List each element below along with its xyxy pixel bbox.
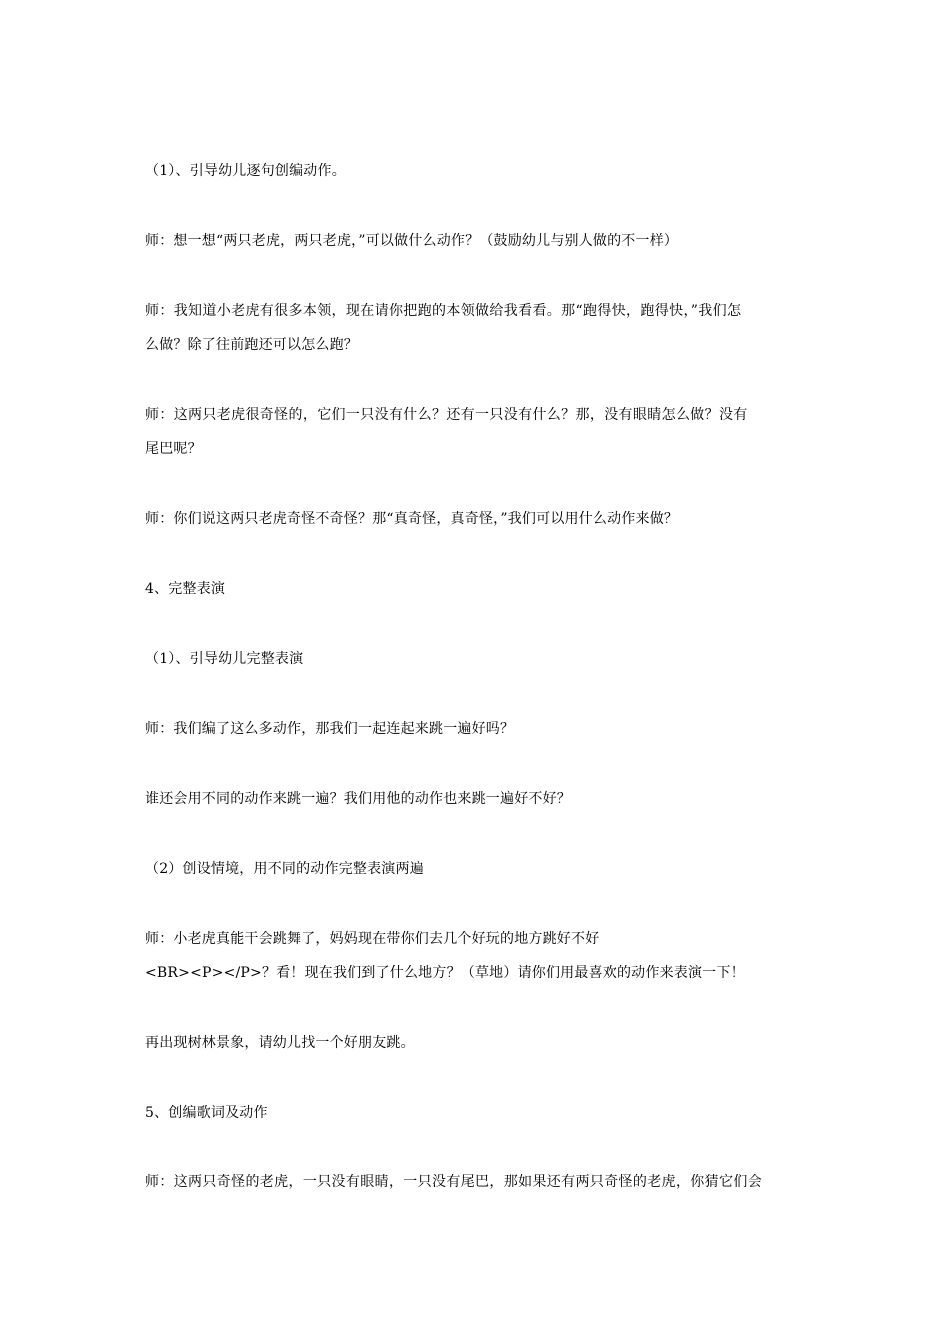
section-heading: 5、创编歌词及动作	[145, 1105, 268, 1121]
paragraph-line: 师：我们编了这么多动作，那我们一起连起来跳一遍好吗？	[145, 721, 515, 737]
paragraph-line: （1）、引导幼儿完整表演	[145, 651, 304, 667]
paragraph-line: 师：这两只老虎很奇怪的，它们一只没有什么？还有一只没有什么？那，没有眼睛怎么做？没有	[145, 407, 748, 423]
paragraph-line: 师：你们说这两只老虎奇怪不奇怪？那“真奇怪，真奇怪，”我们可以用什么动作来做？	[145, 511, 679, 527]
paragraph-line: 谁还会用不同的动作来跳一遍？我们用他的动作也来跳一遍好不好？	[145, 791, 571, 807]
paragraph-line: 么做？除了往前跑还可以怎么跑？	[145, 337, 358, 353]
paragraph-line: 尾巴呢？	[145, 441, 202, 457]
paragraph-line: 师：我知道小老虎有很多本领，现在请你把跑的本领做给我看看。那“跑得快，跑得快，”我们怎	[145, 303, 742, 319]
section-heading: 4、完整表演	[145, 581, 226, 597]
paragraph-line: （1）、引导幼儿逐句创编动作。	[145, 163, 346, 179]
paragraph-line: （2）创设情境，用不同的动作完整表演两遍	[145, 861, 424, 877]
paragraph-line: 师：这两只奇怪的老虎，一只没有眼睛，一只没有尾巴，那如果还有两只奇怪的老虎，你猜它们会	[145, 1174, 763, 1190]
paragraph-line: <BR><P></P>？看！现在我们到了什么地方？（草地）请你们用最喜欢的动作来表演一下！	[145, 965, 745, 981]
paragraph-line: 师：想一想“两只老虎，两只老虎，”可以做什么动作？（鼓励幼儿与别人做的不一样）	[145, 233, 679, 249]
paragraph-line: 师：小老虎真能干会跳舞了，妈妈现在带你们去几个好玩的地方跳好不好	[145, 931, 600, 947]
paragraph-line: 再出现树林景象，请幼儿找一个好朋友跳。	[145, 1035, 415, 1051]
